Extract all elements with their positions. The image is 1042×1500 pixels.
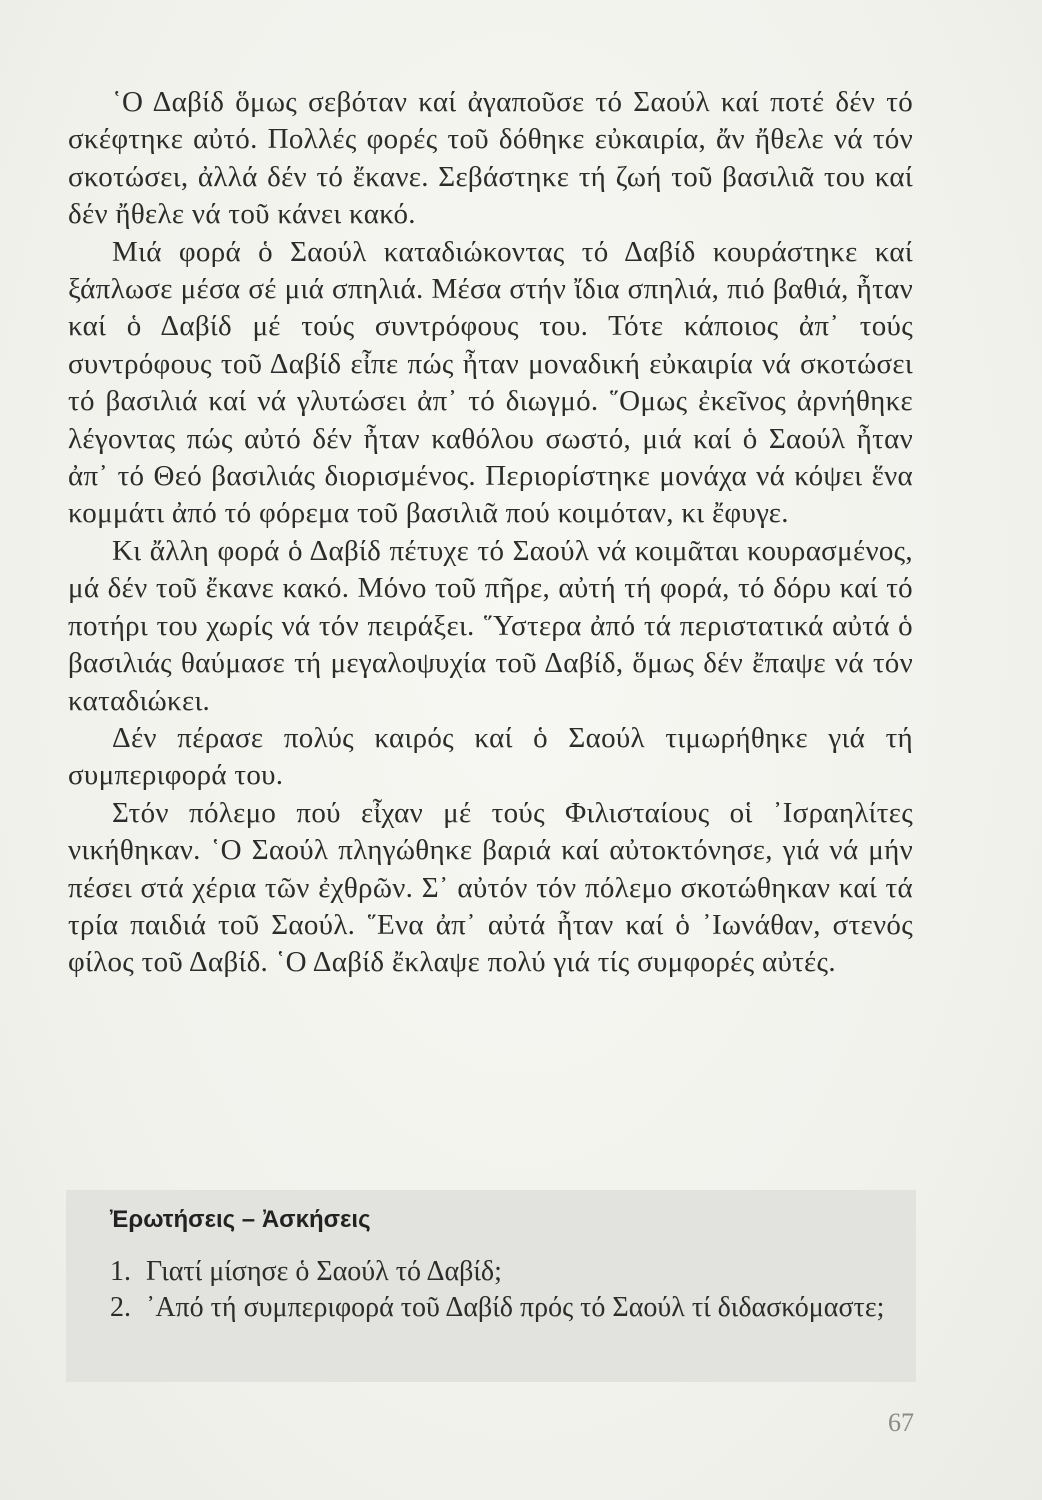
paragraph-1: ῾Ο Δαβίδ ὅμως σεβόταν καί ἀγαποῦσε τό Σαούλ καί ποτέ δέν τό σκέφτηκε αὐτό. Πολλές φορές τοῦ δόθηκε εὐκαιρία, ἄν ἤθελε νά τόν σκοτώσει, ἀλλά δέν τό ἔκανε. Σεβάστηκε τή ζωή τοῦ βασιλιᾶ του καί δέν ἤθελε νά τοῦ κάνει κακό.: [68, 86, 913, 231]
paragraph-2: Μιά φορά ὁ Σαούλ καταδιώκοντας τό Δαβίδ κουράστηκε καί ξάπλωσε μέσα σέ μιά σπηλιά. Μέσα στήν ἴδια σπηλιά, πιό βαθιά, ἦταν καί ὁ Δαβίδ μέ τούς συντρόφους του. Τότε κάποιος ἀπ᾽ τούς συντρόφους τοῦ Δαβίδ εἶπε πώς ἦταν μοναδική εὐκαιρία νά σκοτώσει τό βασιλιά καί νά γλυτώσει ἀπ᾽ τό διωγμό. ῞Ομως ἐκεῖνος ἀρνήθηκε λέγοντας πώς αὐτό δέν ἦταν καθόλου σωστό, μιά καί ὁ Σαούλ ἦταν ἀπ᾽ τό Θεό βασιλιάς διορισμένος. Περιορίστηκε μονάχα νά κόψει ἕνα κομμάτι ἀπό τό φόρεμα τοῦ βασιλιᾶ πού κοιμόταν, κι ἔφυγε.: [68, 235, 913, 530]
paragraph-3: Κι ἄλλη φορά ὁ Δαβίδ πέτυχε τό Σαούλ νά κοιμᾶται κουρασμένος, μά δέν τοῦ ἔκανε κακό. Μόνο τοῦ πῆρε, αὐτή τή φορά, τό δόρυ καί τό ποτήρι του χωρίς νά τόν πειράξει. ῞Υστερα ἀπό τά περιστατικά αὐτά ὁ βασιλιάς θαύμασε τή μεγαλοψυχία τοῦ Δαβίδ, ὅμως δέν ἔπαψε νά τόν καταδιώκει.: [68, 534, 913, 717]
paragraph-4: Δέν πέρασε πολύς καιρός καί ὁ Σαούλ τιμωρήθηκε γιά τή συμπεριφορά του.: [68, 721, 913, 792]
question-text: Γιατί μίσησε ὁ Σαούλ τό Δαβίδ;: [146, 1256, 502, 1287]
question-number: 1.: [110, 1256, 131, 1287]
question-item: [110, 1254, 896, 1290]
body-text: [68, 84, 913, 982]
question-list: [110, 1254, 896, 1326]
question-text: ᾿Από τή συμπεριφορά τοῦ Δαβίδ πρός τό Σαούλ τί διδασκόμαστε;: [146, 1292, 885, 1323]
exercise-title: Ἐρωτήσεις – Ἀσκήσεις: [110, 1206, 371, 1233]
exercise-box: [66, 1190, 916, 1382]
page-number: 67: [888, 1408, 914, 1437]
paragraph-5: Στόν πόλεμο πού εἶχαν μέ τούς Φιλισταίους οἱ ᾿Ισραηλίτες νικήθηκαν. ῾Ο Σαούλ πληγώθηκε βαριά καί αὐτοκτόνησε, γιά νά μήν πέσει στά χέρια τῶν ἐχθρῶν. Σ᾽ αὐτόν τόν πόλεμο σκοτώθηκαν καί τά τρία παιδιά τοῦ Σαούλ. ῞Ενα ἀπ᾽ αὐτά ἦταν καί ὁ ᾿Ιωνάθαν, στενός φίλος τοῦ Δαβίδ. ῾Ο Δαβίδ ἔκλαψε πολύ γιά τίς συμφορές αὐτές.: [68, 796, 913, 979]
question-number: 2.: [110, 1292, 131, 1323]
question-item: [110, 1290, 896, 1326]
